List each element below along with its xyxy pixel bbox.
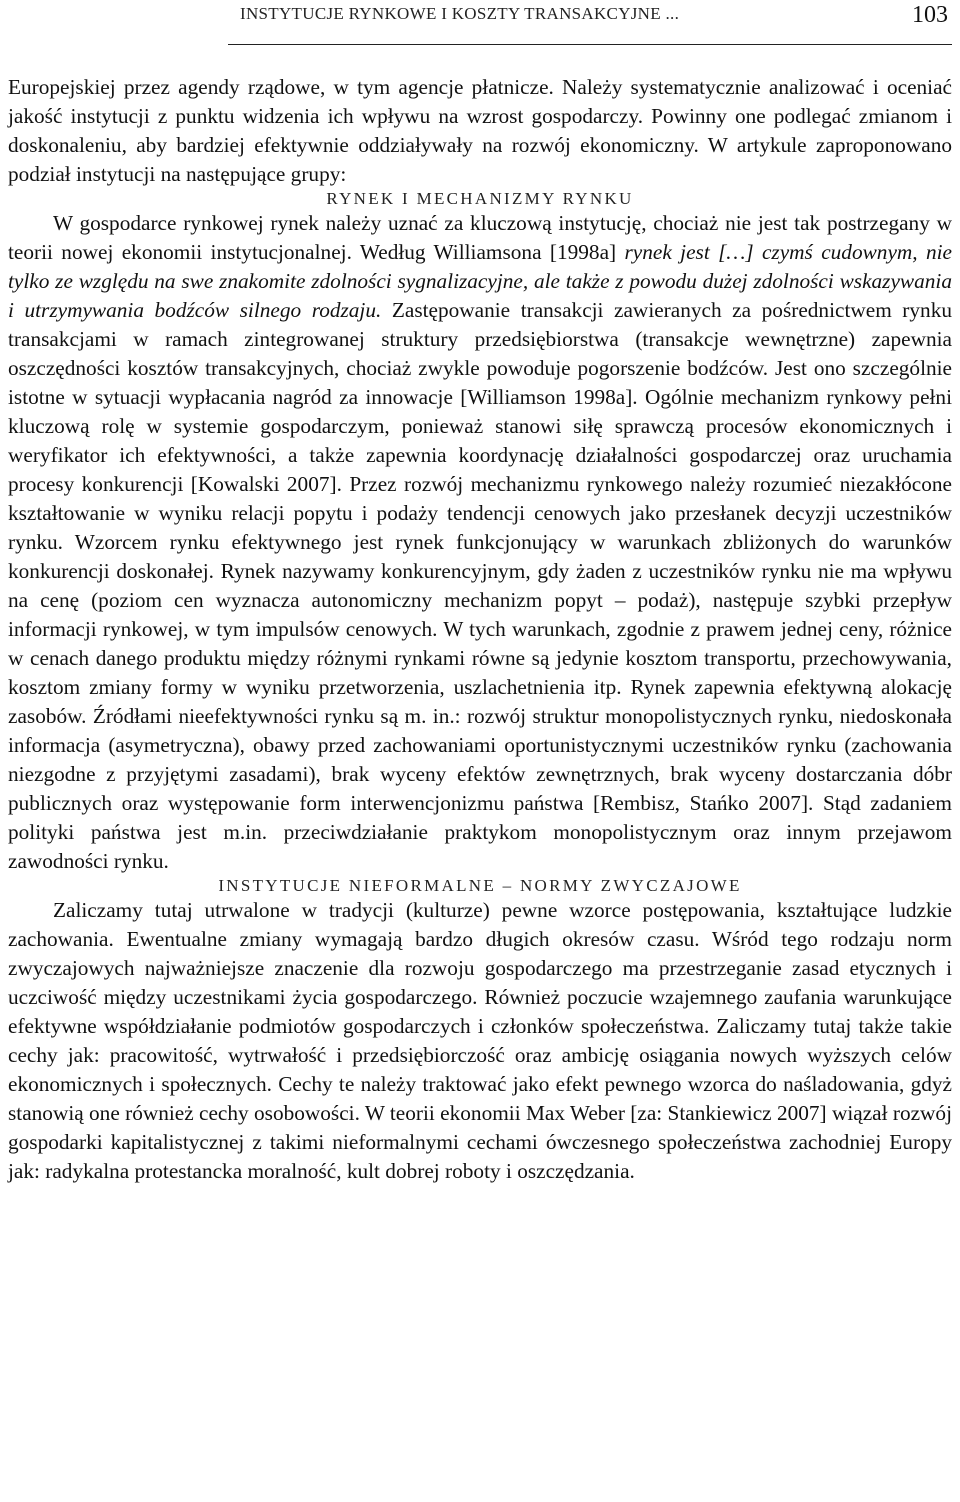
- market-text-part2: Zastępowanie transakcji zawieranych za pośrednictwem rynku transakcjami w ramach zintegrowanej struktury przedsiębiorstwa (transakcje wewnętrzne) zapewnia oszczędności kosztów transakcyjnych, chociaż zwykle powoduje pogorszenie bodźców. Jest ono szczególnie istotne w sytuacji wypłacania nagród za innowacje [Williamson 1998a]. Ogólnie mechanizm rynkowy pełni kluczową rolę w systemie gospodarczym, ponieważ stanowi siłę sprawczą procesów ekonomicznych i weryfikator ich efektywności, a także zapewnia koordynację działalności gospodarczej oraz uruchamia procesy konkurencji [Kowalski 2007]. Przez rozwój mechanizmu rynkowego należy rozumieć niezakłócone kształtowanie w wyniku relacji popytu i podaży tendencji cenowych jako przesłanek decyzji uczestników rynku. Wzorcem rynku efektywnego jest rynek funkcjonujący w warunkach zbliżonych do warunków konkurencji doskonałej. Rynek nazywamy konkurencyjnym, gdy żaden z uczestników rynku nie ma wpływu na cenę (poziom cen wyznacza autonomiczny mechanizm popyt – podaż), następuje szybki przepływ informacji rynkowej, w tym impulsów cenowych. W tych warunkach, zgodnie z prawem jednej ceny, różnice w cenach danego produktu między różnymi rynkami równe są jedynie kosztom transportu, przechowywania, kosztom zmiany formy w wyniku przetworzenia, uszlachetnienia itp. Rynek zapewnia efektywną alokację zasobów. Źródłami nieefektywności rynku są m. in.: rozwój struktur monopolistycznych rynku, niedoskonała informacja (asymetryczna), obawy przed zachowaniami oportunistycznymi uczestników rynku (zachowania niezgodne z przyjętymi zasadami), brak wyceny efektów zewnętrznych, brak wyceny dostarczania dóbr publicznych oraz występowanie form interwencjonizmu państwa [Rembisz, Stańko 2007]. Stąd zadaniem polityki państwa jest m.in. przeciwdziałanie praktykom monopolistycznym oraz innym przejawom zawodności rynku.: [8, 298, 952, 873]
- running-header: [228, 0, 952, 45]
- document-page: [8, 0, 952, 1186]
- section-heading-market: RYNEK I MECHANIZMY RYNKU: [326, 189, 634, 208]
- page-number: 103: [912, 2, 948, 28]
- intro-paragraph: Europejskiej przez agendy rządowe, w tym agencje płatnicze. Należy systematycznie analizować i oceniać jakość instytucji z punktu widzenia ich wpływu na wzrost gospodarczy. Powinny one podlegać zmianom i doskonaleniu, aby bardziej efektywnie oddziaływały na rozwój ekonomiczny. W artykule zaproponowano podział instytucji na następujące grupy:: [8, 75, 952, 186]
- informal-paragraph: Zaliczamy tutaj utrwalone w tradycji (kulturze) pewne wzorce postępowania, kształtujące ludzkie zachowania. Ewentualne zmiany wymagają bardzo długich okresów czasu. Wśród tego rodzaju norm zwyczajowych najważniejsze znaczenie dla rozwoju gospodarczego ma przestrzeganie zasad etycznych i uczciwość między uczestnikami życia gospodarczego. Również poczucie wzajemnego zaufania warunkujące efektywne współdziałanie podmiotów gospodarczych i członków społeczeństwa. Zaliczamy tutaj także takie cechy jak: pracowitość, wytrwałość i przedsiębiorczość oraz ambicję osiągania nowych wyższych celów ekonomicznych i społecznych. Cechy te należy traktować jako efekt pewnego wzorca do naśladowania, gdyż stanowią one również cechy osobowości. W teorii ekonomii Max Weber [za: Stankiewicz 2007] wiązał rozwój gospodarki kapitalistycznej z takimi nieformalnymi cechami ówczesnego społeczeństwa zachodniej Europy jak: radykalna protestancka moralność, kult dobrej roboty i oszczędzania.: [8, 898, 952, 1183]
- market-text-part1: W gospodarce rynkowej rynek należy uznać za kluczową instytucję, chociaż nie jest tak postrzegany w teorii nowej ekonomii instytucjonalnej. Według Williamsona [1998a]: [8, 211, 952, 264]
- market-paragraph: [8, 209, 952, 876]
- williamson-quote: rynek jest […] czymś cudownym, nie tylko ze względu na swe znakomite zdolności sygnalizacyjne, ale także z powodu dużej zdolności wskazywania i utrzymywania bodźców silnego rodzaju.: [8, 240, 952, 322]
- section-heading-informal-institutions: INSTYTUCJE NIEFORMALNE – NORMY ZWYCZAJOWE: [218, 876, 742, 895]
- running-title: INSTYTUCJE RYNKOWE I KOSZTY TRANSAKCYJNE ...: [240, 4, 680, 23]
